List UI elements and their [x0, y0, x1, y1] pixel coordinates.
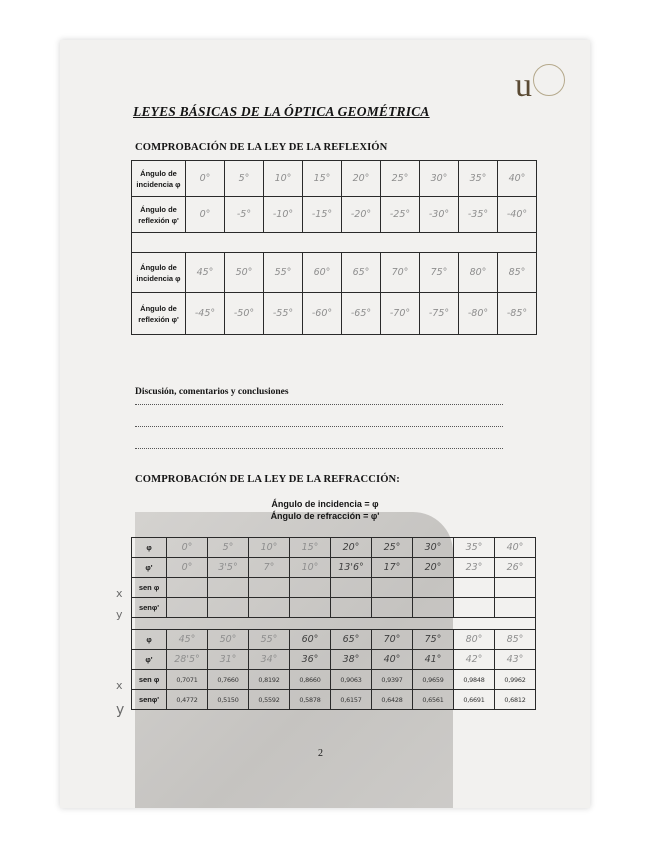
refraccion-cell: 50°: [208, 630, 249, 650]
refraccion-cell: 30°: [413, 538, 454, 558]
refraccion-cell: 0°: [167, 538, 208, 558]
refraccion-cell: 0°: [167, 558, 208, 578]
refraccion-phi-row-1: [132, 538, 536, 558]
spacer-cell: [132, 618, 536, 630]
refraccion-cell: 36°: [290, 650, 331, 670]
reflexion-reflexion-row-1: [132, 197, 537, 233]
table-spacer-row: [132, 233, 537, 253]
reflexion-cell: -35°: [459, 197, 498, 233]
refraccion-cell: 60°: [290, 630, 331, 650]
reflexion-incidencia-row-2: [132, 253, 537, 293]
refraccion-cell: 0,9659: [413, 670, 454, 690]
reflexion-cell: 25°: [381, 161, 420, 197]
refraccion-cell: 34°: [249, 650, 290, 670]
refraccion-cell: 0,5592: [249, 690, 290, 710]
refraccion-cell: 0,5150: [208, 690, 249, 710]
reflexion-table: [131, 160, 537, 335]
refraccion-cell: 0,8660: [290, 670, 331, 690]
reflexion-cell: 10°: [264, 161, 303, 197]
empty-cell: [454, 578, 495, 598]
refraccion-cell: 0,8192: [249, 670, 290, 690]
refraccion-cell: 42°: [454, 650, 495, 670]
discussion-line: [135, 426, 503, 427]
empty-cell: [372, 598, 413, 618]
incidencia-label: Ángulo de incidencia φ: [132, 253, 186, 293]
logo-letter: u: [515, 67, 532, 104]
reflexion-section-title: COMPROBACIÓN DE LA LEY DE LA REFLEXIÓN: [135, 142, 388, 153]
reflexion-cell: -10°: [264, 197, 303, 233]
reflexion-cell: -5°: [225, 197, 264, 233]
refraccion-cell: 0,9063: [331, 670, 372, 690]
reflexion-cell: -45°: [186, 293, 225, 335]
sen-phi-prime-label: senφ': [132, 598, 167, 618]
sen-phi-label: sen φ: [132, 578, 167, 598]
refraccion-section-title: COMPROBACIÓN DE LA LEY DE LA REFRACCIÓN:: [135, 474, 400, 485]
refraccion-cell: 80°: [454, 630, 495, 650]
refraccion-cell: 55°: [249, 630, 290, 650]
refraccion-cell: 10°: [249, 538, 290, 558]
legend-refraccion: Ángulo de refracción = φ': [270, 511, 380, 521]
empty-cell: [249, 598, 290, 618]
refraccion-sen-phi-row-2: [132, 670, 536, 690]
reflexion-cell: -75°: [420, 293, 459, 335]
legend-incidencia: Ángulo de incidencia = φ: [271, 499, 379, 509]
reflexion-cell: 75°: [420, 253, 459, 293]
refraccion-cell: 0,9848: [454, 670, 495, 690]
refraccion-phi-prime-row-2: [132, 650, 536, 670]
refraccion-cell: 0,7071: [167, 670, 208, 690]
spacer-cell: [132, 233, 537, 253]
refraccion-cell: 40°: [495, 538, 536, 558]
reflexion-label: Ángulo de reflexión φ': [132, 197, 186, 233]
refraccion-cell: 0,9962: [495, 670, 536, 690]
refraccion-cell: 13'6°: [331, 558, 372, 578]
reflexion-cell: 45°: [186, 253, 225, 293]
reflexion-cell: 0°: [186, 161, 225, 197]
reflexion-cell: -25°: [381, 197, 420, 233]
refraccion-cell: 10°: [290, 558, 331, 578]
reflexion-cell: 70°: [381, 253, 420, 293]
empty-cell: [413, 578, 454, 598]
refraccion-cell: 28'5°: [167, 650, 208, 670]
phi-label: φ: [132, 538, 167, 558]
refraccion-phi-row-2: [132, 630, 536, 650]
refraccion-cell: 25°: [372, 538, 413, 558]
reflexion-reflexion-row-2: [132, 293, 537, 335]
document-title: LEYES BÁSICAS DE LA ÓPTICA GEOMÉTRICA: [133, 104, 430, 119]
reflexion-cell: -80°: [459, 293, 498, 335]
margin-mark-y: y: [116, 608, 123, 621]
empty-cell: [167, 598, 208, 618]
reflexion-cell: -20°: [342, 197, 381, 233]
reflexion-incidencia-row-1: [132, 161, 537, 197]
reflexion-cell: 60°: [303, 253, 342, 293]
refraccion-cell: 70°: [372, 630, 413, 650]
reflexion-cell: 65°: [342, 253, 381, 293]
refraccion-cell: 15°: [290, 538, 331, 558]
empty-cell: [290, 578, 331, 598]
sen-phi-prime-label: senφ': [132, 690, 167, 710]
reflexion-cell: 15°: [303, 161, 342, 197]
refraccion-cell: 31°: [208, 650, 249, 670]
empty-cell: [331, 598, 372, 618]
refraccion-sen-phi-prime-row-2: [132, 690, 536, 710]
refraccion-cell: 0,9397: [372, 670, 413, 690]
sen-phi-label: sen φ: [132, 670, 167, 690]
reflexion-cell: 80°: [459, 253, 498, 293]
refraccion-cell: 23°: [454, 558, 495, 578]
refraccion-cell: 20°: [413, 558, 454, 578]
refraccion-cell: 20°: [331, 538, 372, 558]
refraccion-table: [131, 537, 536, 710]
reflexion-cell: 0°: [186, 197, 225, 233]
reflexion-cell: 35°: [459, 161, 498, 197]
discussion-label: Discusión, comentarios y conclusiones: [135, 387, 289, 397]
reflexion-cell: -55°: [264, 293, 303, 335]
refraccion-cell: 45°: [167, 630, 208, 650]
empty-cell: [208, 578, 249, 598]
reflexion-cell: -50°: [225, 293, 264, 335]
refraccion-cell: 0,6157: [331, 690, 372, 710]
refraccion-cell: 41°: [413, 650, 454, 670]
empty-cell: [495, 578, 536, 598]
reflexion-cell: 30°: [420, 161, 459, 197]
reflexion-cell: 85°: [498, 253, 537, 293]
phi-prime-label: φ': [132, 558, 167, 578]
reflexion-label: Ángulo de reflexión φ': [132, 293, 186, 335]
refraccion-cell: 5°: [208, 538, 249, 558]
phi-label: φ: [132, 630, 167, 650]
refraccion-cell: 26°: [495, 558, 536, 578]
refraccion-cell: 7°: [249, 558, 290, 578]
page-number: 2: [318, 748, 323, 759]
empty-cell: [413, 598, 454, 618]
reflexion-cell: -85°: [498, 293, 537, 335]
refraccion-cell: 0,6428: [372, 690, 413, 710]
refraccion-cell: 75°: [413, 630, 454, 650]
empty-cell: [372, 578, 413, 598]
refraccion-sen-phi-prime-row-1: [132, 598, 536, 618]
table-spacer-row: [132, 618, 536, 630]
refraccion-cell: 0,7660: [208, 670, 249, 690]
refraccion-cell: 35°: [454, 538, 495, 558]
reflexion-cell: 50°: [225, 253, 264, 293]
refraccion-cell: 65°: [331, 630, 372, 650]
refraccion-cell: 0,6561: [413, 690, 454, 710]
reflexion-cell: -65°: [342, 293, 381, 335]
phi-prime-label: φ': [132, 650, 167, 670]
refraccion-cell: 40°: [372, 650, 413, 670]
margin-mark-x: x: [116, 587, 123, 600]
reflexion-cell: -30°: [420, 197, 459, 233]
reflexion-cell: 40°: [498, 161, 537, 197]
refraccion-sen-phi-row-1: [132, 578, 536, 598]
incidencia-label: Ángulo de incidencia φ: [132, 161, 186, 197]
reflexion-cell: 55°: [264, 253, 303, 293]
university-logo: [515, 68, 567, 108]
margin-mark-y: y: [116, 702, 125, 718]
refraccion-cell: 0,6691: [454, 690, 495, 710]
discussion-line: [135, 448, 503, 449]
refraccion-cell: 38°: [331, 650, 372, 670]
reflexion-cell: 5°: [225, 161, 264, 197]
refraccion-phi-prime-row-1: [132, 558, 536, 578]
refraccion-cell: 43°: [495, 650, 536, 670]
logo-seal-ring: [533, 64, 565, 96]
empty-cell: [167, 578, 208, 598]
empty-cell: [454, 598, 495, 618]
empty-cell: [249, 578, 290, 598]
empty-cell: [290, 598, 331, 618]
empty-cell: [208, 598, 249, 618]
reflexion-cell: -15°: [303, 197, 342, 233]
refraccion-cell: 17°: [372, 558, 413, 578]
refraccion-legend: [220, 498, 430, 522]
refraccion-cell: 85°: [495, 630, 536, 650]
reflexion-cell: -40°: [498, 197, 537, 233]
refraccion-cell: 3'5°: [208, 558, 249, 578]
reflexion-cell: -60°: [303, 293, 342, 335]
refraccion-cell: 0,6812: [495, 690, 536, 710]
reflexion-cell: -70°: [381, 293, 420, 335]
refraccion-cell: 0,4772: [167, 690, 208, 710]
reflexion-cell: 20°: [342, 161, 381, 197]
refraccion-cell: 0,5878: [290, 690, 331, 710]
margin-mark-x: x: [116, 679, 123, 692]
empty-cell: [495, 598, 536, 618]
discussion-line: [135, 404, 503, 405]
empty-cell: [331, 578, 372, 598]
